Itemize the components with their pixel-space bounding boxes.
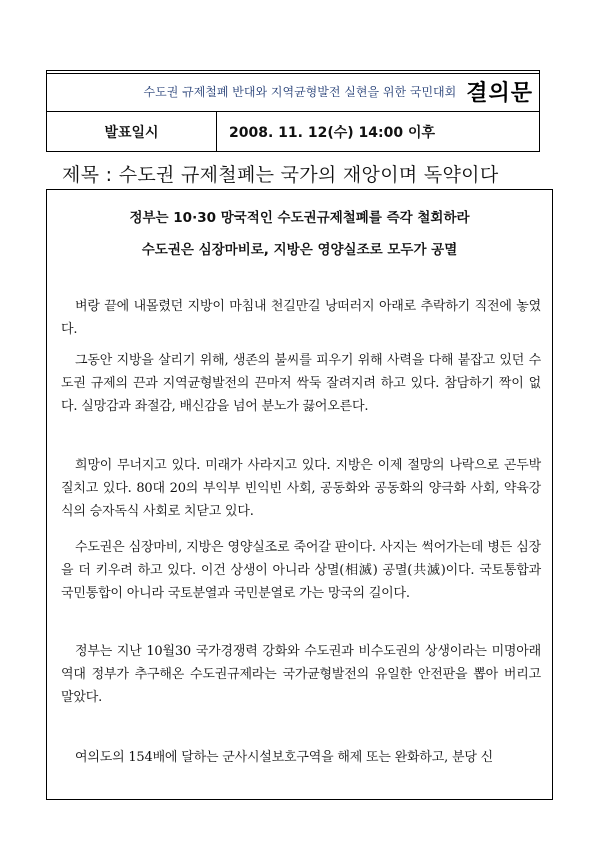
content-box: [46, 189, 553, 800]
date-label: 발표일시: [47, 112, 217, 151]
header-date-row: [47, 112, 539, 151]
lead-line-1: 정부는 10·30 망국적인 수도권규제철폐를 즉각 철회하라: [129, 210, 470, 226]
page-title: 제목 : 수도권 규제철폐는 국가의 재앙이며 독약이다: [62, 164, 499, 186]
header-subtitle: 수도권 규제철폐 반대와 지역균형발전 실현을 위한 국민대회: [143, 84, 457, 99]
header-table: [46, 70, 540, 152]
paragraph-6: 여의도의 154배에 달하는 군사시설보호구역을 해제 또는 완화하고, 분당 신: [75, 750, 493, 765]
header-title-row: [47, 71, 539, 112]
document-type-title: 결의문: [466, 80, 533, 106]
lead-line-2: 수도권은 심장마비로, 지방은 영양실조로 모두가 공멸: [141, 242, 458, 258]
paragraph-5: 정부는 지난 10월30 국가경쟁력 강화와 수도권과 비수도권의 상생이라는 미명아래 역대 정부가 추구해온 수도권규제라는 국가균형발전의 유일한 안전판을 뽑아 버리고 말았다.: [61, 644, 541, 705]
paragraph-1: 벼랑 끝에 내몰렸던 지방이 마침내 천길만길 낭떠러지 아래로 추락하기 직전에 놓였다.: [61, 299, 541, 337]
paragraph-3: 희망이 무너지고 있다. 미래가 사라지고 있다. 지방은 이제 절망의 나락으로 곤두박질치고 있다. 80대 20의 부익부 빈익빈 사회, 공동화와 공동화의 양극화 사회, 약육강식의 승자독식 사회로 치닫고 있다.: [61, 458, 541, 519]
date-value: 2008. 11. 12(수) 14:00 이후: [229, 124, 435, 141]
paragraph-4: 수도권은 심장마비, 지방은 영양실조로 죽어갈 판이다. 사지는 썩어가는데 병든 심장을 더 키우려 하고 있다. 이건 상생이 아니라 상멸(相滅) 공멸(共滅)이다. 국토통합과 국민통합이 아니라 국토분열과 국민분열로 가는 망국의 길이다.: [61, 540, 541, 601]
paragraph-2: 그동안 지방을 살리기 위해, 생존의 불씨를 피우기 위해 사력을 다해 붙잡고 있던 수도권 규제의 끈과 지역균형발전의 끈마저 싹둑 잘려지려 하고 있다. 참담하기 짝이 없다. 실망감과 좌절감, 배신감을 넘어 분노가 끓어오른다.: [61, 353, 541, 414]
